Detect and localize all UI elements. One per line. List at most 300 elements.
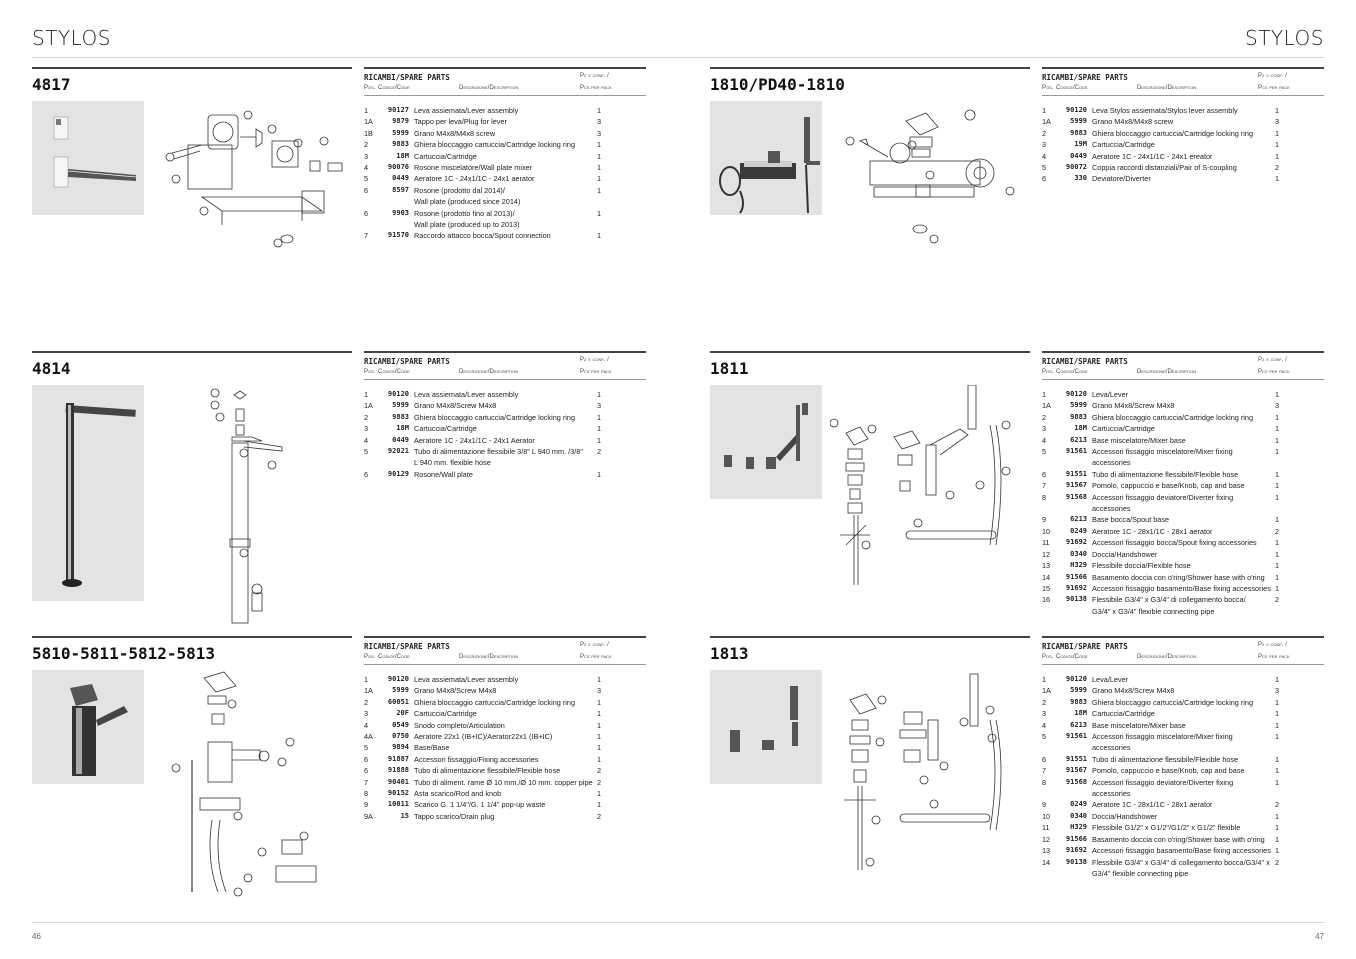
part-code: 5999 xyxy=(392,401,409,410)
part-quantity: 1 xyxy=(1275,538,1280,548)
table-row xyxy=(1042,754,1324,765)
part-code: 91692 xyxy=(1065,846,1087,855)
part-quantity: 1 xyxy=(597,789,602,799)
col-desc: Descrizione/Description xyxy=(459,654,519,660)
part-quantity: 1 xyxy=(597,390,602,399)
part-code: H329 xyxy=(1070,823,1087,832)
part-quantity: 1 xyxy=(597,754,602,764)
col-pos: Pos. xyxy=(364,654,376,660)
part-description: Accessori fissaggio basamento/Base fixing accessories xyxy=(1092,583,1271,593)
part-quantity: 3 xyxy=(597,117,602,127)
part-code: 9879 xyxy=(392,117,409,126)
part-description: Ghiera bloccaggio cartuccia/Cartridge locking ring xyxy=(414,412,576,422)
parts-table xyxy=(364,67,646,242)
part-quantity: 2 xyxy=(1275,595,1280,605)
part-description: Basamento doccia con o'ring/Shower base with o'ring xyxy=(1092,834,1265,844)
part-quantity: 1 xyxy=(597,720,602,730)
part-pos: 9 xyxy=(1042,800,1047,810)
part-quantity: 3 xyxy=(597,128,602,138)
part-description: Flessibile G3/4" x G3/4" di collegamento bocca/ G3/4" x G3/4" flexible connecting pipe xyxy=(1092,595,1246,616)
part-quantity: 1 xyxy=(597,469,602,479)
part-description: Grano M4x8/Screw M4x8 xyxy=(1092,401,1175,411)
parts-table-header xyxy=(1042,638,1324,665)
part-code: 90138 xyxy=(1065,857,1087,866)
product-title: 1811 xyxy=(710,359,749,378)
table-row xyxy=(1042,116,1324,127)
part-code: 91692 xyxy=(1065,583,1087,592)
part-code: 91692 xyxy=(1065,538,1087,547)
part-quantity: 1 xyxy=(1275,709,1280,719)
part-code: 90401 xyxy=(387,777,409,786)
part-code: 0249 xyxy=(1070,800,1087,809)
product-photo xyxy=(32,385,144,601)
part-pos: 4 xyxy=(1042,435,1047,445)
part-pos: 2 xyxy=(1042,412,1047,422)
table-row xyxy=(364,139,646,150)
col-code: Codice/Code xyxy=(1056,654,1088,660)
header-divider xyxy=(32,57,1324,58)
part-code: 9883 xyxy=(1070,697,1087,706)
part-description: Scarico G. 1 1/4"/G. 1 1/4" pop-up waste xyxy=(414,800,546,810)
part-pos: 1A xyxy=(1042,401,1051,411)
parts-table xyxy=(1042,67,1324,185)
part-quantity: 1 xyxy=(1275,754,1280,764)
table-row xyxy=(364,708,646,719)
part-description: Rosone miscelatore/Wall plate mixer xyxy=(414,163,533,173)
part-pos: 9A xyxy=(364,811,373,821)
part-pos: 14 xyxy=(1042,572,1051,582)
product-title: 4817 xyxy=(32,75,71,94)
part-code: 0340 xyxy=(1070,549,1087,558)
part-code: 91551 xyxy=(1065,754,1087,763)
title-rule xyxy=(710,351,1030,353)
part-quantity: 1 xyxy=(1275,823,1280,833)
part-pos: 1A xyxy=(1042,117,1051,127)
part-quantity: 2 xyxy=(1275,526,1280,536)
brand-right: STYLOS xyxy=(1245,26,1324,50)
part-quantity: 1 xyxy=(1275,766,1280,776)
table-row xyxy=(1042,514,1324,525)
part-code: 19M xyxy=(1074,140,1087,149)
part-description: Coppia raccordi distanziali/Pair of S-coupling xyxy=(1092,163,1237,173)
part-quantity: 1 xyxy=(597,185,602,195)
table-row xyxy=(364,720,646,731)
parts-table xyxy=(1042,636,1324,879)
col-desc: Descrizione/Description xyxy=(459,369,519,375)
table-row xyxy=(1042,400,1324,411)
part-quantity: 3 xyxy=(597,686,602,696)
table-row xyxy=(1042,765,1324,776)
part-code: 5999 xyxy=(392,128,409,137)
part-quantity: 1 xyxy=(1275,492,1280,502)
part-quantity: 1 xyxy=(597,424,602,434)
parts-table xyxy=(1042,351,1324,617)
part-pos: 6 xyxy=(364,754,369,764)
product-title: 4814 xyxy=(32,359,71,378)
part-code: 20F xyxy=(396,709,409,718)
col-code: Codice/Code xyxy=(378,369,410,375)
part-code: 90120 xyxy=(1065,106,1087,114)
part-code: 330 xyxy=(1074,174,1087,183)
part-code: 6213 xyxy=(1070,515,1087,524)
table-row xyxy=(364,151,646,162)
col-qty-line1: Pz x conf. / xyxy=(1258,357,1287,363)
col-qty-line2: Pcs per pack xyxy=(1258,654,1290,660)
table-row xyxy=(364,811,646,822)
parts-table-header xyxy=(364,353,646,380)
part-quantity: 1 xyxy=(1275,549,1280,559)
part-code: 9883 xyxy=(392,140,409,149)
part-pos: 10 xyxy=(1042,526,1051,536)
part-code: 90138 xyxy=(1065,595,1087,604)
part-description: Base/Base xyxy=(414,743,450,753)
brand-left: STYLOS xyxy=(32,26,111,50)
col-qty-line2: Pcs per pack xyxy=(1258,369,1290,375)
parts-rows xyxy=(364,389,646,480)
part-quantity: 1 xyxy=(1275,515,1280,525)
part-description: Accessori fissaggio basamento/Base fixing accessories xyxy=(1092,846,1271,856)
part-code: 91566 xyxy=(1065,572,1087,581)
part-description: Tubo di alimentazione flessibile 3/8" L 940 mm. /3/8" L 940 mm. flexible hose xyxy=(414,447,583,468)
part-description: Tubo di aliment. rame Ø 10 mm./Ø 10 mm. copper pipe xyxy=(414,777,593,787)
part-pos: 7 xyxy=(364,777,369,787)
table-row xyxy=(364,412,646,423)
part-code: 91568 xyxy=(1065,777,1087,786)
title-rule xyxy=(710,636,1030,638)
parts-rows xyxy=(1042,389,1324,617)
table-row xyxy=(1042,708,1324,719)
col-desc: Descrizione/Description xyxy=(459,85,519,91)
part-description: Grano M4x8/Screw M4x8 xyxy=(1092,686,1175,696)
col-desc: Descrizione/Description xyxy=(1137,654,1197,660)
part-code: 0449 xyxy=(392,174,409,183)
part-quantity: 1 xyxy=(597,800,602,810)
part-quantity: 2 xyxy=(1275,163,1280,173)
table-row xyxy=(1042,799,1324,810)
part-pos: 3 xyxy=(364,424,369,434)
parts-rows xyxy=(1042,674,1324,879)
part-quantity: 2 xyxy=(1275,857,1280,867)
table-row xyxy=(364,674,646,685)
table-row xyxy=(1042,697,1324,708)
part-description: Grano M4x8/Screw M4x8 xyxy=(414,401,497,411)
part-code: 0340 xyxy=(1070,811,1087,820)
part-pos: 9 xyxy=(1042,515,1047,525)
part-pos: 5 xyxy=(364,447,369,457)
part-code: 6213 xyxy=(1070,435,1087,444)
table-row xyxy=(364,116,646,127)
part-pos: 10 xyxy=(1042,811,1051,821)
part-quantity: 1 xyxy=(597,106,602,115)
col-pos: Pos. xyxy=(1042,654,1054,660)
col-qty-line1: Pz x conf. / xyxy=(580,357,609,363)
table-row xyxy=(1042,549,1324,560)
col-pos: Pos. xyxy=(1042,369,1054,375)
part-code: 90129 xyxy=(387,469,409,478)
part-description: Accessori fissaggio bocca/Spout fixing accessories xyxy=(1092,538,1257,548)
part-description: Tappo scarico/Drain plug xyxy=(414,811,495,821)
part-code: 90152 xyxy=(387,789,409,798)
product-photo xyxy=(32,101,144,215)
col-code: Codice/Code xyxy=(1056,85,1088,91)
part-code: 0449 xyxy=(392,435,409,444)
part-quantity: 3 xyxy=(1275,686,1280,696)
part-description: Basamento doccia con o'ring/Shower base with o'ring xyxy=(1092,572,1265,582)
table-row xyxy=(364,446,646,469)
part-pos: 13 xyxy=(1042,561,1051,571)
part-code: 18M xyxy=(1074,424,1087,433)
part-description: Leva/Lever xyxy=(1092,675,1129,684)
table-row xyxy=(1042,446,1324,469)
table-row xyxy=(1042,435,1324,446)
part-pos: 6 xyxy=(364,469,369,479)
part-description: Cartuccia/Cartridge xyxy=(414,151,477,161)
part-quantity: 1 xyxy=(1275,412,1280,422)
table-row xyxy=(364,208,646,231)
part-quantity: 1 xyxy=(1275,469,1280,479)
table-row xyxy=(1042,857,1324,880)
part-pos: 8 xyxy=(1042,777,1047,787)
col-qty-line2: Pcs per pack xyxy=(580,369,612,375)
part-description: Aeratore 1C - 24x1/1C - 24x1 ereator xyxy=(1092,151,1213,161)
part-pos: 6 xyxy=(364,185,369,195)
part-quantity: 1 xyxy=(1275,424,1280,434)
part-quantity: 1 xyxy=(1275,834,1280,844)
table-row xyxy=(1042,777,1324,800)
exploded-diagram xyxy=(152,670,352,905)
part-description: Cartuccia/Cartridge xyxy=(1092,140,1155,150)
part-code: 0449 xyxy=(1070,151,1087,160)
part-description: Cartuccia/Cartridge xyxy=(1092,709,1155,719)
part-quantity: 1 xyxy=(1275,435,1280,445)
part-description: Deviatore/Diverter xyxy=(1092,174,1151,184)
part-quantity: 1 xyxy=(1275,811,1280,821)
part-pos: 2 xyxy=(364,412,369,422)
part-quantity: 1 xyxy=(597,435,602,445)
part-pos: 6 xyxy=(1042,174,1047,184)
table-row xyxy=(1042,526,1324,537)
part-code: 91567 xyxy=(1065,481,1087,490)
table-row xyxy=(364,777,646,788)
title-rule xyxy=(32,636,352,638)
part-pos: 8 xyxy=(1042,492,1047,502)
part-description: Accessori fissaggio miscelatore/Mixer fixing accessories xyxy=(1092,447,1233,468)
part-code: 9883 xyxy=(1070,412,1087,421)
part-pos: 5 xyxy=(364,174,369,184)
table-row xyxy=(1042,845,1324,856)
product-photo xyxy=(32,670,144,784)
part-pos: 13 xyxy=(1042,846,1051,856)
part-code: 91561 xyxy=(1065,732,1087,741)
part-quantity: 2 xyxy=(597,447,602,457)
col-qty-line1: Pz x conf. / xyxy=(1258,642,1287,648)
part-description: Leva Stylos assiemata/Stylos lever assembly xyxy=(1092,106,1238,115)
part-description: Flessibile doccia/Flexible hose xyxy=(1092,561,1191,571)
col-code: Codice/Code xyxy=(378,85,410,91)
part-code: 91568 xyxy=(1065,492,1087,501)
table-row xyxy=(364,765,646,776)
part-description: Doccia/Handshower xyxy=(1092,811,1158,821)
part-quantity: 1 xyxy=(597,709,602,719)
part-pos: 5 xyxy=(364,743,369,753)
part-description: Tubo di alimentazione flessibile/Flexible hose xyxy=(414,766,561,776)
part-description: Flessibile G3/4" x G3/4" di collegamento bocca/G3/4" x G3/4" flexible connecting pipe xyxy=(1092,857,1270,878)
part-pos: 16 xyxy=(1042,595,1051,605)
part-quantity: 1 xyxy=(1275,151,1280,161)
part-description: Cartuccia/Cartridge xyxy=(1092,424,1155,434)
table-row xyxy=(1042,105,1324,116)
col-pos: Pos. xyxy=(364,369,376,375)
part-quantity: 1 xyxy=(1275,720,1280,730)
part-quantity: 1 xyxy=(597,140,602,150)
part-code: 90127 xyxy=(387,106,409,114)
part-pos: 4 xyxy=(364,163,369,173)
part-code: 91887 xyxy=(387,754,409,763)
part-pos: 1 xyxy=(364,390,369,399)
parts-title: RICAMBI/SPARE PARTS xyxy=(364,73,450,82)
table-row xyxy=(364,469,646,480)
part-quantity: 1 xyxy=(1275,447,1280,457)
col-desc: Descrizione/Description xyxy=(1137,85,1197,91)
part-code: 9883 xyxy=(392,412,409,421)
parts-table xyxy=(364,351,646,480)
table-row xyxy=(364,162,646,173)
part-quantity: 1 xyxy=(1275,481,1280,491)
part-quantity: 1 xyxy=(1275,140,1280,150)
exploded-diagram xyxy=(830,385,1030,610)
part-pos: 9 xyxy=(364,800,369,810)
part-description: Cartuccia/Cartridge xyxy=(414,424,477,434)
part-quantity: 1 xyxy=(1275,697,1280,707)
parts-table-header xyxy=(364,638,646,665)
part-description: Flessibile G1/2" x G1/2"/G1/2" x G1/2" flexible xyxy=(1092,823,1241,833)
part-pos: 15 xyxy=(1042,583,1051,593)
part-pos: 3 xyxy=(1042,424,1047,434)
part-description: Tubo di alimentazione flessibile/Flexible hose xyxy=(1092,754,1239,764)
part-pos: 11 xyxy=(1042,823,1050,833)
part-code: 10011 xyxy=(387,800,409,809)
part-code: 5999 xyxy=(1070,117,1087,126)
part-description: Ghiera bloccaggio cartuccia/Cartridge locking ring xyxy=(1092,697,1254,707)
part-quantity: 1 xyxy=(1275,106,1280,115)
parts-title: RICAMBI/SPARE PARTS xyxy=(364,357,450,366)
exploded-diagram xyxy=(830,670,1030,885)
table-row xyxy=(1042,389,1324,400)
part-description: Base miscelatore/Mixer base xyxy=(1092,435,1186,445)
table-row xyxy=(1042,811,1324,822)
table-row xyxy=(1042,537,1324,548)
table-row xyxy=(364,389,646,400)
part-quantity: 1 xyxy=(597,231,602,241)
parts-table-header xyxy=(1042,353,1324,380)
part-code: 5999 xyxy=(1070,401,1087,410)
part-description: Tubo di alimentazione flessibile/Flexible hose xyxy=(1092,469,1239,479)
table-row xyxy=(1042,139,1324,150)
part-code: 9883 xyxy=(1070,128,1087,137)
part-code: 60051 xyxy=(387,697,409,706)
part-pos: 2 xyxy=(364,140,369,150)
part-pos: 4A xyxy=(364,732,373,742)
part-quantity: 1 xyxy=(597,697,602,707)
part-code: 91566 xyxy=(1065,834,1087,843)
part-description: Aeratore 1C - 28x1/1C - 28x1 aerator xyxy=(1092,800,1213,810)
col-qty-line1: Pz x conf. / xyxy=(580,642,609,648)
part-pos: 3 xyxy=(1042,140,1047,150)
table-row xyxy=(1042,560,1324,571)
part-code: 5999 xyxy=(392,686,409,695)
part-description: Snodo completo/Articulation xyxy=(414,720,505,730)
col-desc: Descrizione/Description xyxy=(1137,369,1197,375)
part-description: Raccordo attacco bocca/Spout connection xyxy=(414,231,551,241)
part-pos: 3 xyxy=(364,151,369,161)
part-pos: 3 xyxy=(364,709,369,719)
part-pos: 2 xyxy=(1042,697,1047,707)
part-description: Doccia/Handshower xyxy=(1092,549,1158,559)
part-code: 0750 xyxy=(392,732,409,741)
exploded-diagram xyxy=(152,385,352,630)
part-description: Aeratore 1C - 28x1/1C - 28x1 aerator xyxy=(1092,526,1213,536)
part-pos: 1A xyxy=(364,401,373,411)
part-description: Grano M4x8/M4x8 screw xyxy=(414,128,496,138)
part-description: Ghiera bloccaggio cartuccia/Cartridge locking ring xyxy=(1092,412,1254,422)
part-code: 91888 xyxy=(387,766,409,775)
part-description: Aeratore 22x1 (IB+IC)/Aerator22x1 (IB+IC) xyxy=(414,732,553,742)
table-row xyxy=(364,400,646,411)
part-pos: 1 xyxy=(1042,675,1047,684)
part-pos: 6 xyxy=(364,766,369,776)
product-photo xyxy=(710,101,822,215)
part-description: Aeratore 1C - 24x1/1C - 24x1 Aerator xyxy=(414,435,535,445)
part-description: Aeratore 1C - 24x1/1C - 24x1 aerator xyxy=(414,174,535,184)
part-code: 91561 xyxy=(1065,447,1087,456)
part-code: 18M xyxy=(1074,709,1087,718)
part-pos: 1A xyxy=(1042,686,1051,696)
table-row xyxy=(364,173,646,184)
part-pos: 7 xyxy=(364,231,369,241)
table-row xyxy=(364,230,646,241)
part-code: 6213 xyxy=(1070,720,1087,729)
table-row xyxy=(364,685,646,696)
part-description: Ghiera bloccaggio cartuccia/Cartridge locking ring xyxy=(414,697,576,707)
product-title: 1813 xyxy=(710,644,749,663)
col-qty-line2: Pcs per pack xyxy=(580,85,612,91)
title-rule xyxy=(32,67,352,69)
part-quantity: 1 xyxy=(1275,561,1280,571)
part-quantity: 1 xyxy=(1275,777,1280,787)
parts-title: RICAMBI/SPARE PARTS xyxy=(1042,642,1128,651)
part-quantity: 1 xyxy=(597,174,602,184)
part-description: Tappo per leva/Plug for lever xyxy=(414,117,507,127)
part-pos: 5 xyxy=(1042,447,1047,457)
table-row xyxy=(1042,151,1324,162)
part-code: 90120 xyxy=(1065,390,1087,398)
part-code: 0249 xyxy=(1070,526,1087,535)
page-number-left: 46 xyxy=(32,932,41,941)
part-pos: 1 xyxy=(1042,106,1047,115)
parts-table xyxy=(364,636,646,822)
part-description: Pomolo, cappuccio e base/Knob, cap and base xyxy=(1092,766,1245,776)
product-photo xyxy=(710,670,822,784)
parts-rows xyxy=(364,105,646,242)
part-description: Rosone (prodotto dal 2014)/ Wall plate (produced since 2014) xyxy=(414,185,521,207)
part-code: 18M xyxy=(396,151,409,160)
part-code: 91570 xyxy=(387,231,409,240)
product-photo xyxy=(710,385,822,499)
parts-rows xyxy=(364,674,646,822)
table-row xyxy=(1042,583,1324,594)
part-code: 90120 xyxy=(387,675,409,683)
table-row xyxy=(364,799,646,810)
